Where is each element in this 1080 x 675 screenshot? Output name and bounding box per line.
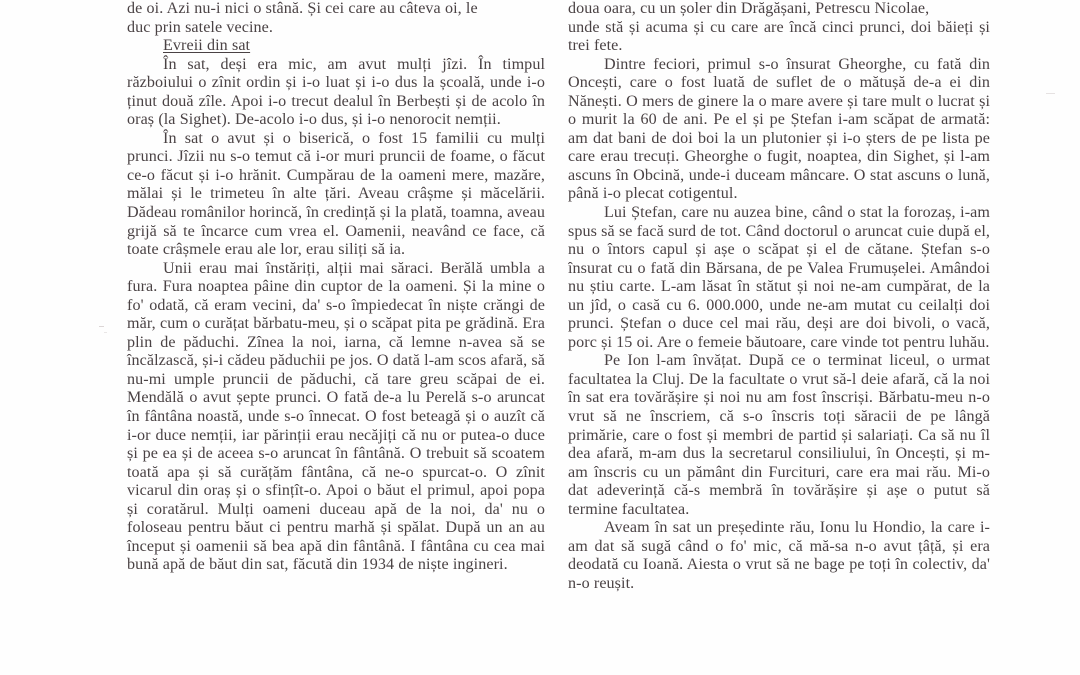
column-gutter [545,0,568,675]
right-column [568,0,1080,675]
paragraph: În sat o avut și o biserică, o fost 15 familii cu mulți prunci. Jîzii nu s-o temut că i-or muri pruncii de foame, o făcut ce-o făcut și i-o hrănit. Cumpărau de la oameni mere, mazăre, mălai și le trimeteu în alte țări. Aveau crâșme și măcelării. Dădeau românilor horincă, în credință și la plată, toamna, aveau grijă să te încarce cum vrea el. Oamenii, neavând ce face, că toate crâșmele erau ale lor, erau siliți să ia. [127,129,545,259]
paragraph: Dintre feciori, primul s-o însurat Gheorghe, cu fată din Oncești, care o fost luată de suflet de o mătușă de-a ei din Nănești. O mers de ginere la o mare avere și tare mult o lucrat și o murit la 60 de ani. Pe el și pe Ștefan i-am scăpat de armată: am dat bani de doi boi la un plutonier și i-o șters de pe lista pe care erau trecuți. Gheorghe o fugit, noaptea, din Sighet, și l-am ascuns în Obcină, unde-i duceam mâncare. O stat ascuns o lună, până i-o plecat cotigentul. [568,55,990,203]
paragraph: Lui Ștefan, care nu auzea bine, când o stat la forozaș, i-am spus să se facă surd de tot. Când doctorul o aruncat cuie după el, nu o întors capul și așe o scăpat și el de cătane. Ștefan s-o însurat cu o fată din Bărsana, de pe Valea Frumușelei. Amândoi nu știu carte. L-am lăsat în stătut și noi ne-am cumpărat, de la un jîd, o casă cu 6. 000.000, unde ne-am mutat cu ceilalți doi prunci. Ștefan o duce cel mai rău, deși are doi bivoli, o vacă, porc și 15 oi. Are o femeie băutoare, care vinde tot pentru luhău. [568,204,990,351]
paragraph: În sat, deși era mic, am avut mulți jîzi. În timpul războiului o zînit ordin și i-o luat și i-o dus la școală, unde i-o ținut două zîle. Apoi i-o trecut dealul în Berbești și de acolo în oraș (la Sighet). De-acolo i-o dus, și i-o nenorocit nemții. [127,55,545,129]
right-partial-top-line: doua oara, cu un șoler din Drăgășani, Petrescu Nicolae, [568,0,930,17]
left-column-textflow [127,0,545,575]
paragraph: Pe Ion l-am învățat. După ce o terminat liceul, o urmat facultatea la Cluj. De la facultate o vrut să-l deie afară, că la noi în sat era tovărășire și noi nu am fost înscriși. Bărbatu-meu n-o vrut să ne înscriem, că s-o înscris toți săracii de pe lângă primărie, care o fost și membri de partid și salariați. Ca să nu îl dea afară, m-am dus la secretarul consiliului, în Oncești, și m-am înscris cu un pământ din Furcituri, care era mai rău. Mi-o dat adeverință că-s membră în tovărășire și așe o putut să termine facultatea. [568,352,990,518]
paragraph-continuation: duc prin satele vecine. [127,18,273,36]
right-column-textflow [568,0,990,594]
paragraph: Unii erau mai înstăriți, alții mai săraci. Berălă umbla a fura. Fura noaptea pâine din cuptor de la oameni. Și la mine o fo' odată, că eram vecini, da' s-o împiedecat în niște crăngi de măr, cum o curățat bărbatu-meu, și o scăpat pita pe grădină. Era plin de păduchi. Zînea la noi, iarna, că lemne n-avea să se încălzască, și-i cădeu păduchii pe jos. O dată l-am scos afară, să nu-mi umple pruncii de păduchi, că tare greu scăpai de ei. Mendălă o avut șepte prunci. O fată de-a lu Perelă s-o aruncat în fântâna noastă, unde s-o înnecat. O fost beteagă și o auzît că i-or duce nemții, iar părinții erau necăjiți că nu or putea-o duce și pe ea și de aceea s-o aruncat în fântână. O trebuit să scoatem toată apa și să curățăm fântâna, că ne-o spurcat-o. O zînit vicarul din oraș și o sfințît-o. Apoi o băut el primul, apoi popa și coratărul. Mulți oameni duceau apă de la noi, da' nu o foloseau pentru băut ci pentru marhă și spălat. După un an au început și oamenii să bea apă din fântână. I fântâna cu cea mai bună apă de băut din sat, făcută din 1934 de niște ingineri. [127,259,545,574]
section-heading-evreii-din-sat [127,37,545,56]
paragraph-continuation: unde stă și acuma și cu care are încă cinci prunci, doi băieți și trei fete. [568,18,990,55]
paragraph: Aveam în sat un președinte rău, Ionu lu Hondio, la care i-am dat să sugă când o fo' mic, că mă-sa n-o avut țâță, și era deodată cu Ioană. Aiesta o vrut să ne bage pe toți în colectiv, da' n-o reușit. [568,519,990,592]
section-heading-text: Evreii din sat [163,37,251,55]
left-partial-top-line: de oi. Azi nu-i nici o stână. Și cei care au câteva oi, le [127,0,478,17]
